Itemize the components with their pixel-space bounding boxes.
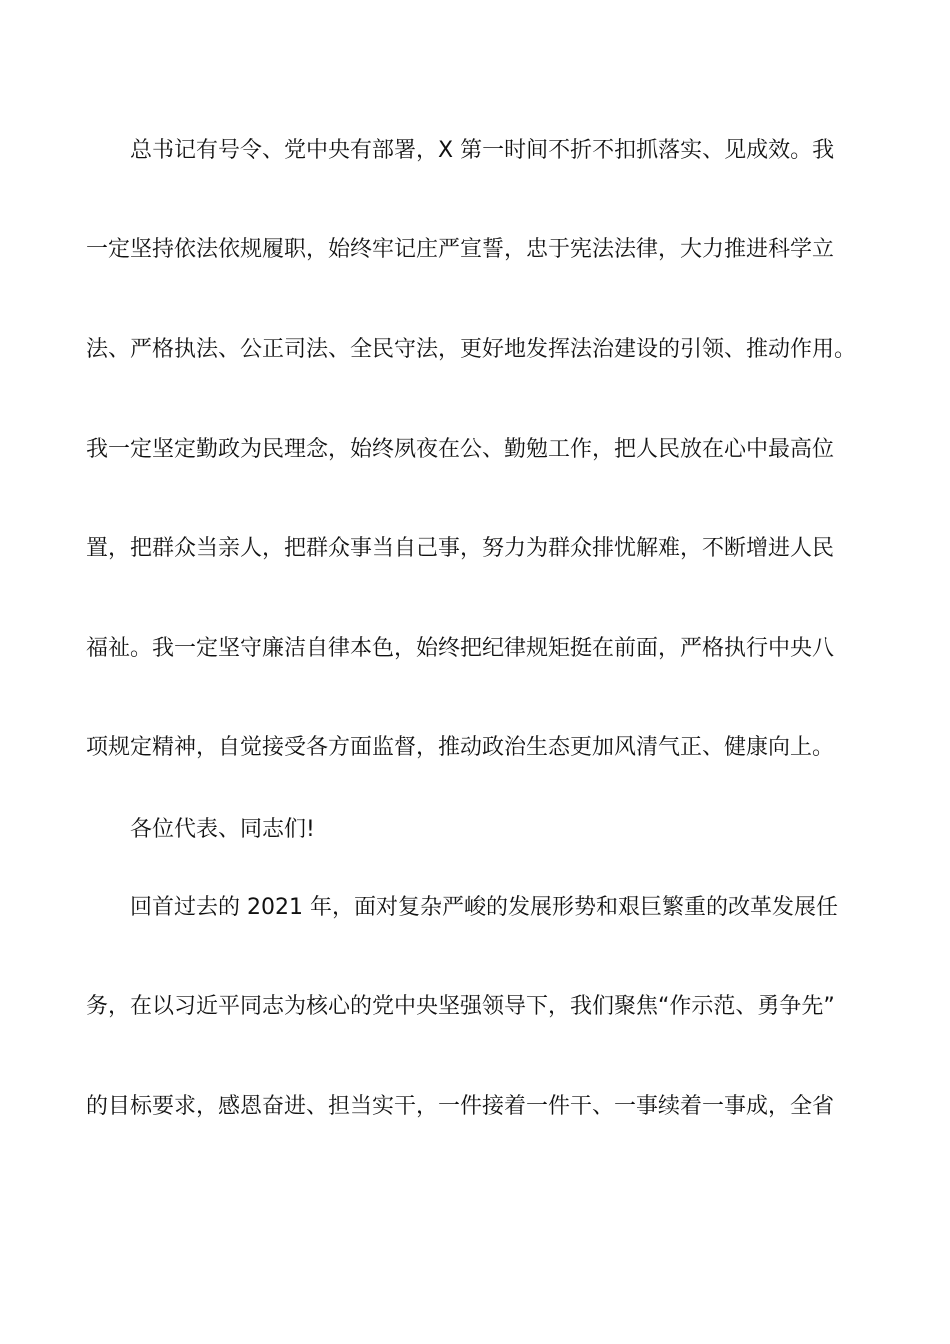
paragraph-line-10: 的目标要求，感恩奋进、担当实干，一件接着一件干、一事续着一事成，全省 bbox=[86, 1094, 835, 1119]
paragraph-line-8: 回首过去的 2021 年，面对复杂严峻的发展形势和艰巨繁重的改革发展任 bbox=[130, 895, 838, 920]
paragraph-line-5: 置，把群众当亲人，把群众事当自己事，努力为群众排忧解难，不断增进人民 bbox=[86, 536, 835, 561]
paragraph-line-7: 项规定精神，自觉接受各方面监督，推动政治生态更加风清气正、健康向上。 bbox=[86, 735, 835, 760]
paragraph-line-3: 法、严格执法、公正司法、全民守法，更好地发挥法治建设的引领、推动作用。 bbox=[86, 337, 857, 362]
paragraph-line-2: 一定坚持依法依规履职，始终牢记庄严宣誓，忠于宪法法律，大力推进科学立 bbox=[86, 237, 835, 262]
paragraph-line-9: 务，在以习近平同志为核心的党中央坚强领导下，我们聚焦“作示范、勇争先” bbox=[86, 994, 835, 1019]
paragraph-line-1: 总书记有号令、党中央有部署，X 第一时间不折不扣抓落实、见成效。我 bbox=[130, 138, 835, 163]
paragraph-line-6: 福祉。我一定坚守廉洁自律本色，始终把纪律规矩挺在前面，严格执行中央八 bbox=[86, 636, 835, 661]
paragraph-line-4: 我一定坚定勤政为民理念，始终夙夜在公、勤勉工作，把人民放在心中最高位 bbox=[86, 437, 835, 462]
salutation-line: 各位代表、同志们! bbox=[130, 817, 315, 842]
